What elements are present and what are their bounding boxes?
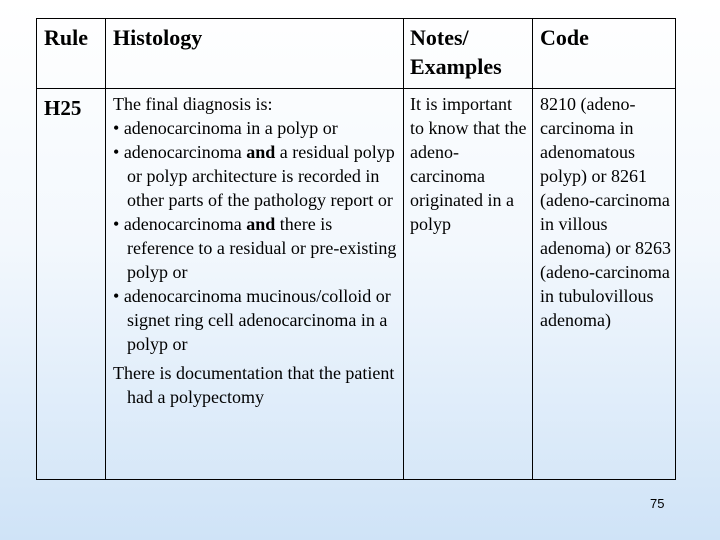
header-code: Code xyxy=(540,25,589,50)
histology-item-3-after: there is reference to a residual or pre-existing polyp or xyxy=(127,214,397,282)
table-border-bottom xyxy=(36,479,676,480)
histology-item-2-before: adenocarcinoma xyxy=(123,142,242,162)
histology-item-2-after: a residual polyp or polyp architecture is recorded in other parts of the pathology report or xyxy=(127,142,395,210)
histology-item-3-before: adenocarcinoma xyxy=(123,214,242,234)
histology-item-2-bold: and xyxy=(246,142,276,162)
histology-item-1: • adenocarcinoma in a polyp or xyxy=(113,118,338,138)
header-rule: Rule xyxy=(44,25,88,50)
table-row-divider xyxy=(36,88,676,89)
histology-cell xyxy=(113,92,401,409)
histology-item-2: • adenocarcinoma and a residual polyp or polyp architecture is recorded in other parts of the pathology report or xyxy=(113,142,395,210)
histology-item-1-text: adenocarcinoma in a polyp or xyxy=(123,118,338,138)
column-divider-1 xyxy=(105,18,106,480)
table-border-top xyxy=(36,18,676,19)
header-notes xyxy=(410,23,530,81)
table-border-left xyxy=(36,18,37,480)
histology-item-3: • adenocarcinoma and there is reference to a residual or pre-existing polyp or xyxy=(113,214,397,282)
header-histology: Histology xyxy=(113,25,203,50)
column-divider-3 xyxy=(532,18,533,480)
rule-id: H25 xyxy=(44,96,82,120)
histology-item-4-text: adenocarcinoma mucinous/colloid or signet ring cell adenocarcinoma in a polyp or xyxy=(123,286,391,354)
table-border-right xyxy=(675,18,676,480)
histology-item-4: • adenocarcinoma mucinous/colloid or signet ring cell adenocarcinoma in a polyp or xyxy=(113,286,391,354)
column-divider-2 xyxy=(403,18,404,480)
histology-intro: The final diagnosis is: xyxy=(113,94,273,114)
histology-closing: There is documentation that the patient had a polypectomy xyxy=(113,363,395,407)
histology-item-3-bold: and xyxy=(246,214,276,234)
code-cell: 8210 (adeno-carcinoma in adenomatous polyp) or 8261 (adeno-carcinoma in villous adenoma) or 8263 (adeno-carcinoma in tubulovillous adenoma) xyxy=(540,94,671,330)
page-number: 75 xyxy=(650,496,665,511)
header-notes-line1: Notes/ xyxy=(410,25,469,50)
notes-cell: It is important to know that the adeno-carcinoma originated in a polyp xyxy=(410,94,527,234)
header-notes-line2: Examples xyxy=(410,54,502,79)
rule-table xyxy=(36,18,676,480)
